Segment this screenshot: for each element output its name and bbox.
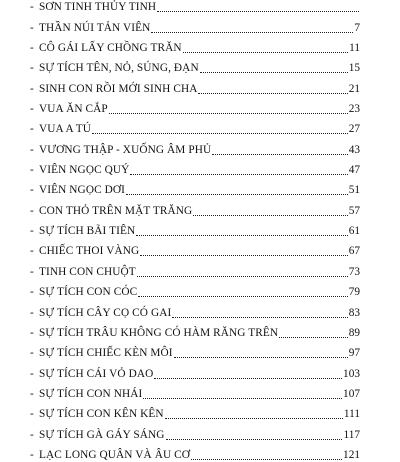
toc-entry [30,157,360,177]
dot-leader [92,133,348,134]
toc-entry [30,360,360,380]
entry-title: CHIẾC THOI VÀNG [39,245,140,258]
toc-entry [30,299,360,319]
entry-page-number: 111 [343,408,360,421]
entry-page-number: 47 [348,164,360,177]
entry-page-number: 67 [348,245,360,258]
entry-page-number: 27 [348,123,360,136]
entry-page-number: 51 [348,184,360,197]
entry-dash: - [30,286,34,299]
entry-title: SỰ TÍCH CHIẾC KÈN MÔI [39,347,173,360]
entry-title: SỰ TÍCH TRÂU KHÔNG CÓ HÀM RĂNG TRÊN [39,326,279,339]
entry-page-number: 97 [348,347,360,360]
entry-title: SỰ TÍCH TÊN, NỎ, SÚNG, ĐẠN [39,62,199,75]
entry-title: TINH CON CHUỘT [39,265,136,278]
entry-dash: - [30,347,34,360]
toc-entry [30,421,360,441]
entry-page-number: 79 [348,286,360,299]
dot-leader [109,113,348,114]
entry-page-number: 73 [348,265,360,278]
entry-dash: - [30,123,34,136]
entry-title: VIÊN NGỌC DƠI [39,184,126,197]
toc-entry [30,381,360,401]
entry-dash: - [30,367,34,380]
toc-entry [30,340,360,360]
dot-leader [130,174,347,175]
table-of-contents [30,0,360,462]
entry-page-number: 57 [348,204,360,217]
entry-title: VUA ĂN CẮP [39,103,108,116]
dot-leader [143,398,342,399]
dot-leader [198,93,347,94]
toc-entry [30,238,360,258]
dot-leader [157,11,359,12]
entry-title: SỰ TÍCH CÂY CỌ CÓ GAI [39,306,172,319]
entry-page-number: 103 [343,367,360,380]
toc-entry [30,401,360,421]
toc-entry [30,136,360,156]
entry-title: SINH CON RỒI MỚI SINH CHA [39,82,198,95]
entry-dash: - [30,428,34,441]
toc-entry [30,177,360,197]
entry-title: VUA A TÚ [39,123,92,136]
toc-entry [30,279,360,299]
entry-title: SƠN TINH THỦY TINH [39,1,157,14]
dot-leader [138,296,347,297]
entry-title: SỰ TÍCH CON CÓC [39,286,138,299]
toc-entry [30,218,360,238]
toc-entry [30,35,360,55]
toc-entry [30,55,360,75]
entry-dash: - [30,204,34,217]
entry-title: THẦN NÚI TẢN VIÊN [39,21,151,34]
entry-page-number: 21 [348,82,360,95]
entry-page-number: 61 [348,225,360,238]
toc-entry [30,442,360,462]
entry-title: SỰ TÍCH BÃI TIÊN [39,225,136,238]
entry-title: VIÊN NGỌC QUÝ [39,164,130,177]
dot-leader [136,235,347,236]
dot-leader [154,378,342,379]
entry-page-number: 43 [348,143,360,156]
entry-page-number: 117 [343,428,360,441]
dot-leader [174,357,348,358]
dot-leader [279,337,348,338]
entry-title: SỰ TÍCH GÀ GÁY SÁNG [39,428,165,441]
entry-dash: - [30,225,34,238]
entry-title: CÔ GÁI LẤY CHỒNG TRĂN [39,42,182,55]
toc-entry [30,197,360,217]
entry-dash: - [30,265,34,278]
dot-leader [151,32,353,33]
toc-entry [30,14,360,34]
dot-leader [140,255,347,256]
entry-dash: - [30,245,34,258]
entry-page-number: 7 [354,21,360,34]
entry-page-number: 107 [343,387,360,400]
dot-leader [165,418,343,419]
entry-dash: - [30,82,34,95]
entry-title: SỰ TÍCH CÁI VỎ DAO [39,367,154,380]
dot-leader [172,317,347,318]
entry-page-number: 23 [348,103,360,116]
dot-leader [137,276,348,277]
entry-dash: - [30,164,34,177]
entry-page-number: 121 [343,448,360,461]
dot-leader [126,194,348,195]
entry-dash: - [30,103,34,116]
dot-leader [212,154,347,155]
dot-leader [183,52,348,53]
entry-dash: - [30,306,34,319]
toc-entry [30,0,360,14]
entry-title: LẠC LONG QUÂN VÀ ÂU CƠ [39,448,191,461]
entry-page-number: 83 [348,306,360,319]
entry-dash: - [30,21,34,34]
dot-leader [200,72,348,73]
toc-entry [30,320,360,340]
entry-dash: - [30,184,34,197]
entry-dash: - [30,42,34,55]
entry-title: SỰ TÍCH CON NHÁI [39,387,143,400]
entry-page-number: 15 [348,62,360,75]
entry-dash: - [30,408,34,421]
dot-leader [166,439,343,440]
dot-leader [193,215,347,216]
entry-title: CON THỎ TRÊN MẶT TRĂNG [39,204,193,217]
toc-entry [30,75,360,95]
entry-dash: - [30,387,34,400]
toc-entry [30,96,360,116]
entry-dash: - [30,62,34,75]
entry-dash: - [30,143,34,156]
toc-entry [30,116,360,136]
entry-dash: - [30,1,34,14]
entry-dash: - [30,326,34,339]
dot-leader [191,459,342,460]
entry-title: VƯƠNG THẬP - XUỐNG ÂM PHỦ [39,143,212,156]
toc-entry [30,258,360,278]
entry-page-number: 89 [348,326,360,339]
entry-page-number: 11 [349,42,360,55]
entry-title: SỰ TÍCH CON KÊN KÊN [39,408,164,421]
entry-dash: - [30,448,34,461]
